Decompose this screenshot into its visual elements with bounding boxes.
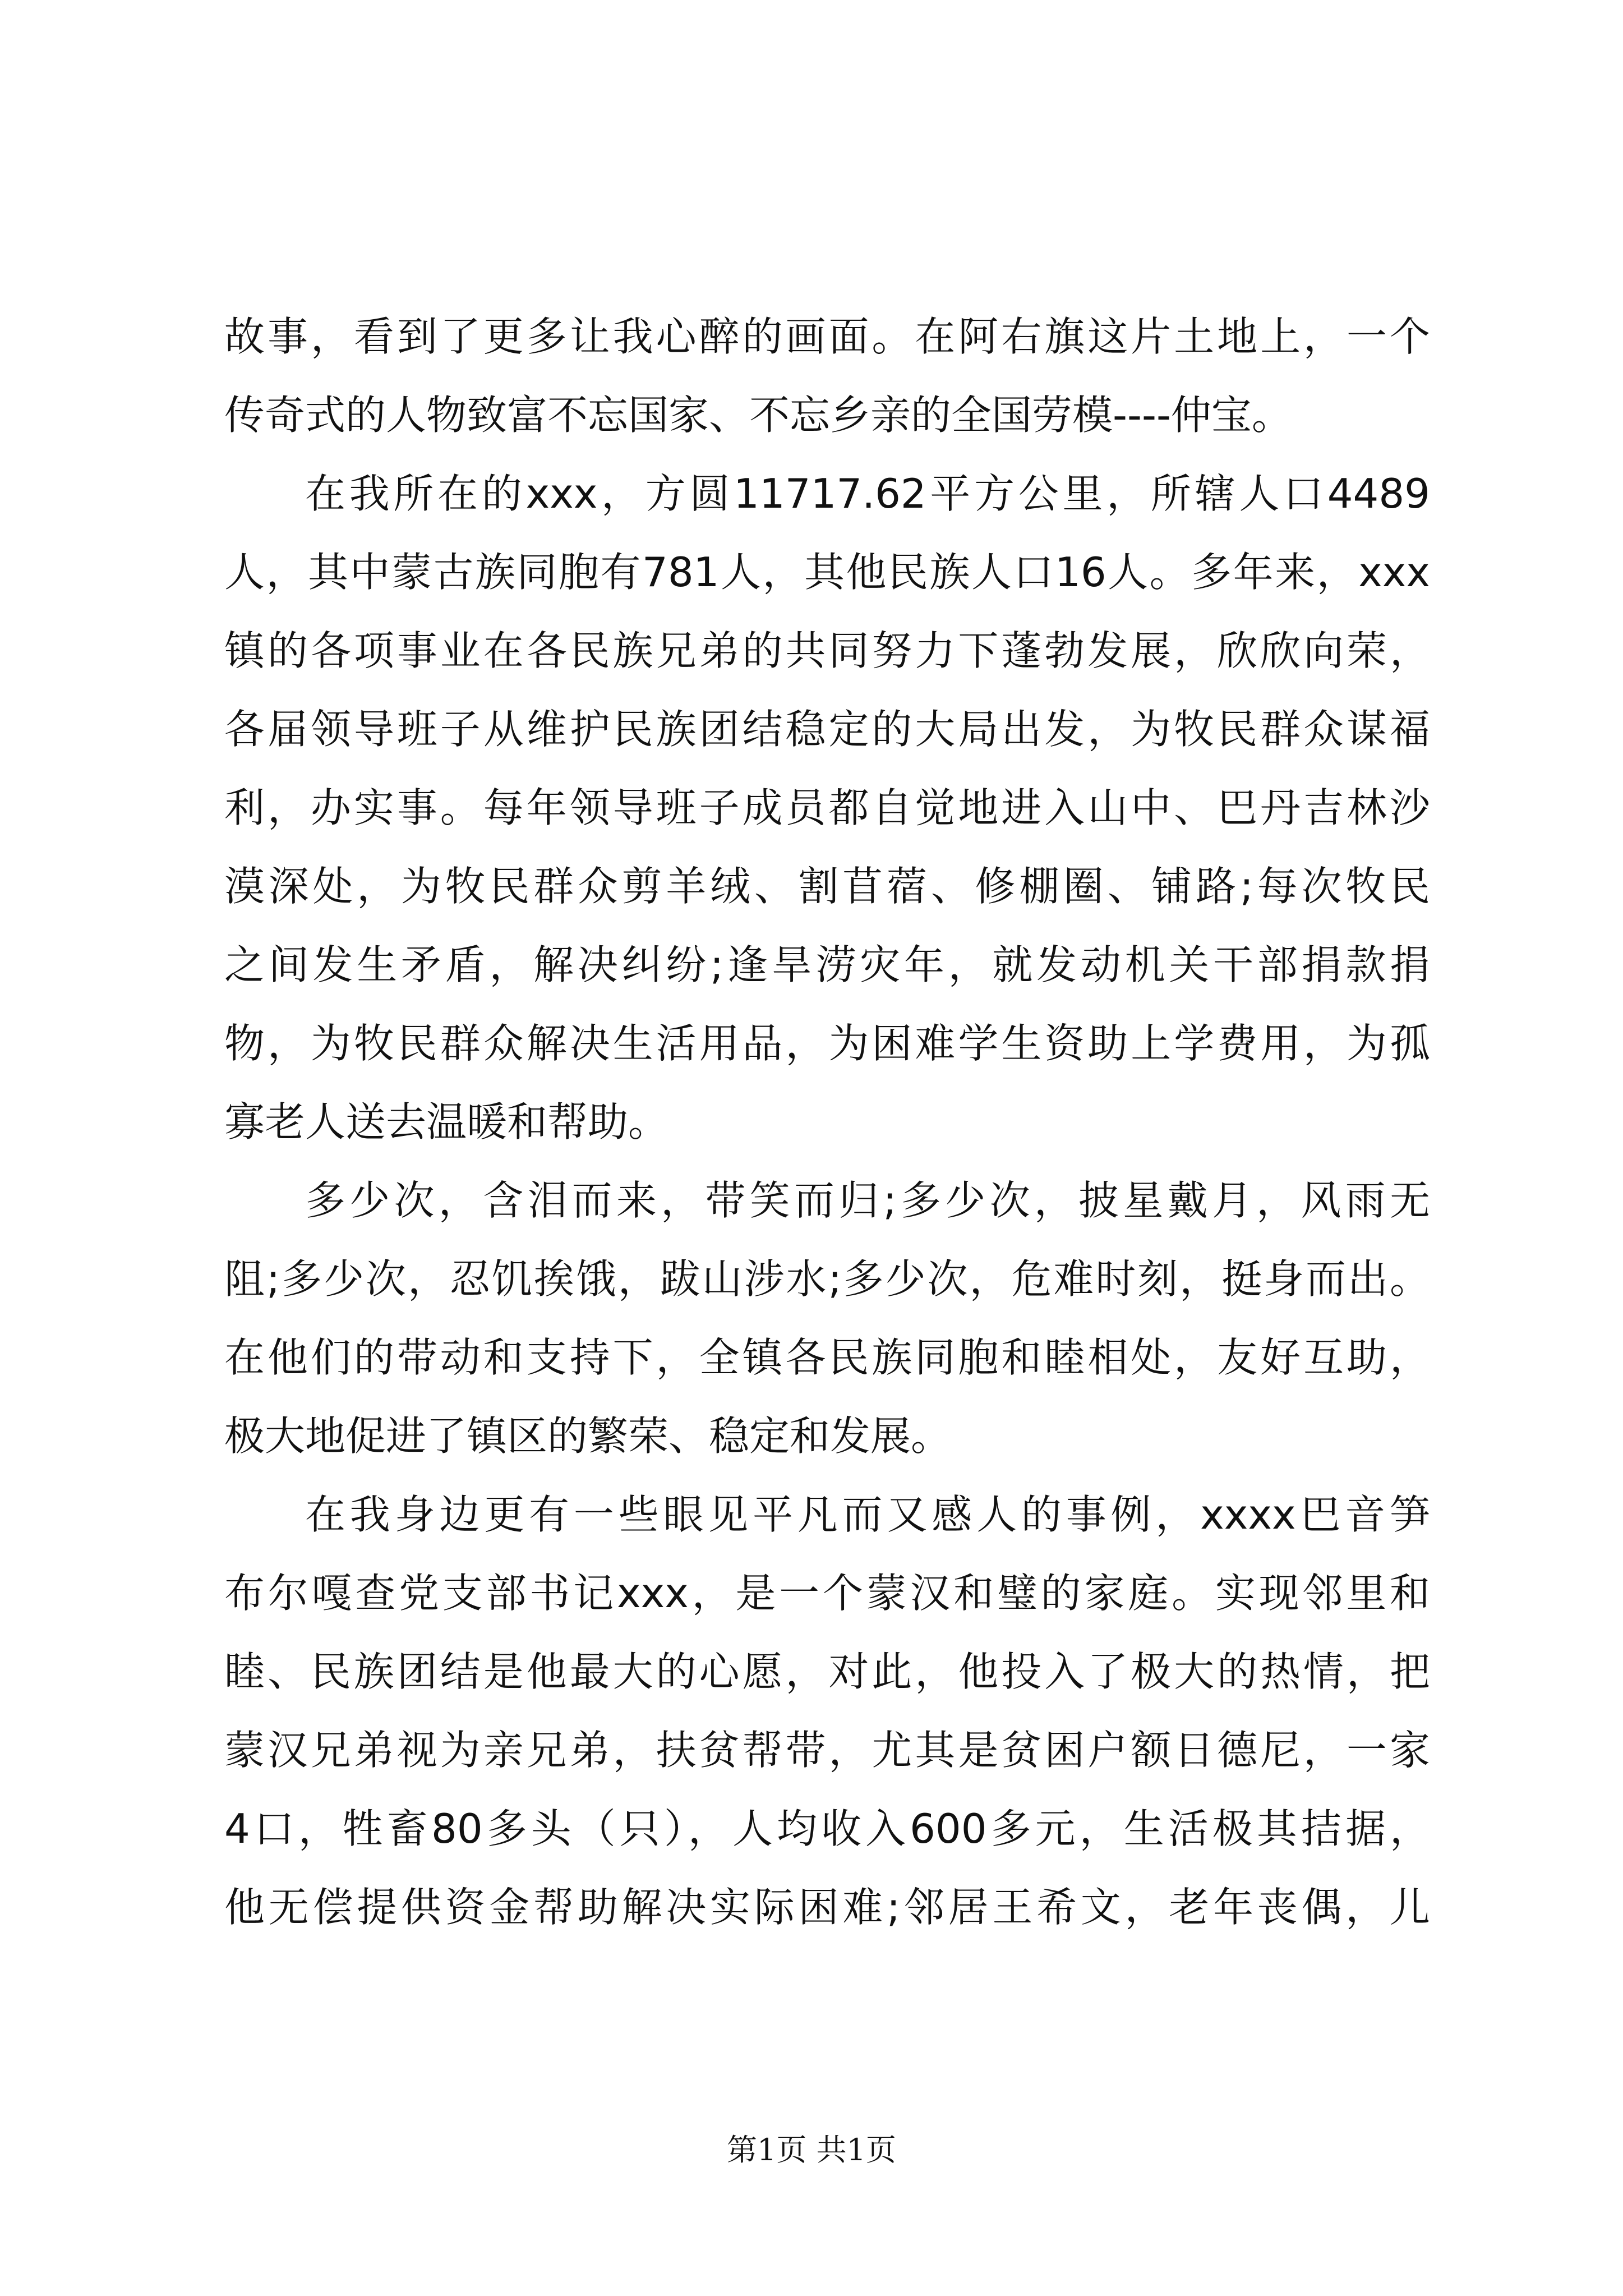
text-line: 寡老人送去温暖和帮助。: [224, 1098, 669, 1145]
text-line: 故事，看到了更多让我心醉的画面。在阿右旗这片土地上，一个: [224, 313, 1430, 360]
text-line: 物，为牧民群众解决生活用品，为困难学生资助上学费用，为孤: [224, 1020, 1430, 1067]
text-line: 阻;多少次，忍饥挨饿，跋山涉水;多少次，危难时刻，挺身而出。: [224, 1255, 1430, 1303]
text-line: 极大地促进了镇区的繁荣、稳定和发展。: [224, 1412, 952, 1460]
text-line: 睦、民族团结是他最大的心愿，对此，他投入了极大的热情，把: [224, 1648, 1430, 1695]
text-line: 之间发生矛盾，解决纠纷;逢旱涝灾年，就发动机关干部捐款捐: [224, 941, 1430, 988]
text-line: 他无偿提供资金帮助解决实际困难;邻居王希文，老年丧偶，儿: [224, 1884, 1430, 1931]
text-line: 各届领导班子从维护民族团结稳定的大局出发，为牧民群众谋福: [224, 706, 1430, 753]
text-line: 镇的各项事业在各民族兄弟的共同努力下蓬勃发展，欣欣向荣，: [224, 627, 1430, 674]
page-number-footer: 第1页 共1页: [727, 2132, 896, 2168]
text-line: 人，其中蒙古族同胞有781人，其他民族人口16人。多年来，xxx: [224, 549, 1430, 596]
paragraph-first-line: 在我所在的xxx，方圆11717.62平方公里，所辖人口4489: [305, 470, 1430, 517]
text-line: 布尔嘎查党支部书记xxx，是一个蒙汉和璧的家庭。实现邻里和: [224, 1570, 1430, 1617]
paragraph-first-line: 在我身边更有一些眼见平凡而又感人的事例，xxxx巴音笋: [305, 1491, 1430, 1538]
text-line: 在他们的带动和支持下，全镇各民族同胞和睦相处，友好互助，: [224, 1334, 1430, 1381]
text-line: 利，办实事。每年领导班子成员都自觉地进入山中、巴丹吉林沙: [224, 784, 1430, 831]
text-line: 蒙汉兄弟视为亲兄弟，扶贫帮带，尤其是贫困户额日德尼，一家: [224, 1727, 1430, 1774]
text-line: 4口，牲畜80多头（只），人均收入600多元，生活极其拮据，: [224, 1805, 1430, 1852]
text-line: 漠深处，为牧民群众剪羊绒、割苜蓿、修棚圈、铺路;每次牧民: [224, 863, 1430, 910]
body-text: [224, 297, 1430, 1947]
paragraph-first-line: 多少次，含泪而来，带笑而归;多少次，披星戴月，风雨无: [305, 1177, 1430, 1224]
text-line: 传奇式的人物致富不忘国家、不忘乡亲的全国劳模----仲宝。: [224, 392, 1292, 439]
